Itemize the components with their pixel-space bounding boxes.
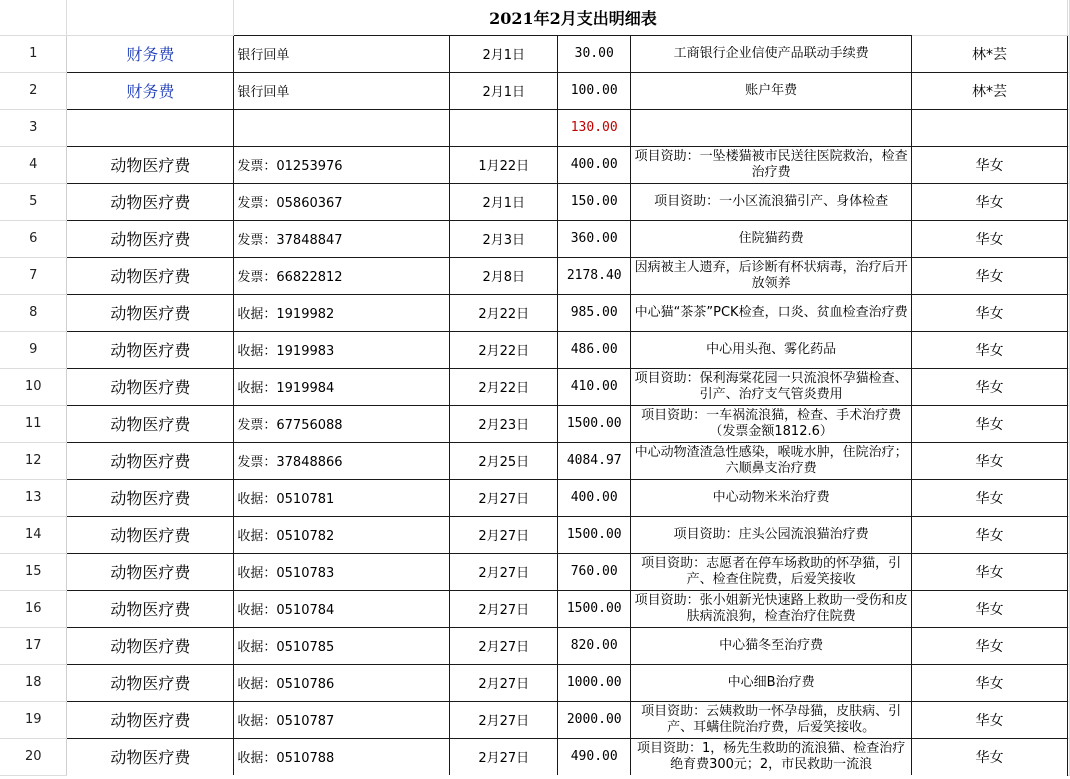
date-cell[interactable]: 2月22日 xyxy=(450,294,558,331)
table-row xyxy=(0,479,1070,516)
document-cell[interactable]: 收据：0510783 xyxy=(234,553,450,590)
amount-cell[interactable]: 360.00 xyxy=(558,220,631,257)
category-cell[interactable]: 动物医疗费 xyxy=(67,701,234,738)
date-cell[interactable]: 2月23日 xyxy=(450,405,558,442)
table-row xyxy=(0,405,1070,442)
date-cell[interactable]: 2月22日 xyxy=(450,331,558,368)
empty-cell[interactable] xyxy=(1067,109,1069,146)
description-text: 中心动物渣渣急性感染，喉咙水肿，住院治疗；六顺鼻支治疗费 xyxy=(634,444,908,476)
cell-h-title-row xyxy=(1067,0,1069,35)
description-cell[interactable] xyxy=(631,701,912,738)
description-text: 账户年费 xyxy=(745,82,798,98)
handler-cell[interactable]: 林*芸 xyxy=(912,72,1068,109)
description-cell[interactable] xyxy=(631,294,912,331)
row-number: 13 xyxy=(0,479,67,516)
row-number: 8 xyxy=(0,294,67,331)
description-text: 项目资助：1，杨先生救助的流浪猫、检查治疗绝育费300元；2，市民救助一流浪 xyxy=(636,740,906,772)
amount-cell[interactable]: 985.00 xyxy=(558,294,631,331)
empty-cell[interactable] xyxy=(1067,220,1069,257)
amount-cell[interactable]: 760.00 xyxy=(558,553,631,590)
table-row xyxy=(0,627,1070,664)
description-text: 项目资助：张小姐新光快速路上救助一受伤和皮肤病流浪狗，检查治疗住院费 xyxy=(634,592,908,624)
amount-cell[interactable]: 1500.00 xyxy=(558,590,631,627)
cell-a-title-row[interactable] xyxy=(0,0,67,35)
document-cell[interactable]: 收据：0510782 xyxy=(234,516,450,553)
category-cell[interactable]: 动物医疗费 xyxy=(67,627,234,664)
handler-cell[interactable]: 华女 xyxy=(912,664,1068,701)
handler-cell[interactable]: 华女 xyxy=(912,516,1068,553)
table-row xyxy=(0,701,1070,738)
handler-cell[interactable]: 华女 xyxy=(912,183,1068,220)
description-cell[interactable] xyxy=(631,738,912,775)
document-cell[interactable]: 发票：37848847 xyxy=(234,220,450,257)
empty-cell[interactable] xyxy=(1067,294,1069,331)
description-cell[interactable] xyxy=(631,109,912,146)
handler-cell[interactable]: 华女 xyxy=(912,294,1068,331)
empty-cell[interactable] xyxy=(1067,701,1069,738)
sheet-title[interactable]: 2021年2月支出明细表 xyxy=(234,0,912,35)
description-text: 中心动物米米治疗费 xyxy=(712,489,830,505)
description-cell[interactable] xyxy=(631,257,912,294)
handler-cell[interactable]: 华女 xyxy=(912,442,1068,479)
empty-cell[interactable] xyxy=(1067,553,1069,590)
empty-cell[interactable] xyxy=(1067,627,1069,664)
document-cell[interactable]: 收据：1919983 xyxy=(234,331,450,368)
date-cell[interactable]: 2月1日 xyxy=(450,72,558,109)
table-row xyxy=(0,368,1070,405)
table-row xyxy=(0,738,1070,775)
category-cell[interactable]: 动物医疗费 xyxy=(67,257,234,294)
row-number: 19 xyxy=(0,701,67,738)
category-cell[interactable]: 动物医疗费 xyxy=(67,553,234,590)
document-cell[interactable] xyxy=(234,109,450,146)
description-cell[interactable] xyxy=(631,72,912,109)
date-cell[interactable]: 2月27日 xyxy=(450,590,558,627)
table-row xyxy=(0,257,1070,294)
date-cell[interactable]: 2月27日 xyxy=(450,479,558,516)
description-cell[interactable] xyxy=(631,627,912,664)
amount-cell[interactable]: 4084.97 xyxy=(558,442,631,479)
handler-cell[interactable]: 华女 xyxy=(912,479,1068,516)
amount-cell[interactable]: 2000.00 xyxy=(558,701,631,738)
handler-cell[interactable] xyxy=(912,109,1068,146)
amount-cell[interactable]: 486.00 xyxy=(558,331,631,368)
date-cell[interactable]: 2月22日 xyxy=(450,368,558,405)
amount-cell[interactable]: 400.00 xyxy=(558,146,631,183)
table-row xyxy=(0,183,1070,220)
expense-table-body xyxy=(0,35,1070,775)
document-cell[interactable]: 收据：0510785 xyxy=(234,627,450,664)
empty-cell[interactable] xyxy=(1067,331,1069,368)
description-cell[interactable] xyxy=(631,183,912,220)
handler-cell[interactable]: 林*芸 xyxy=(912,35,1068,72)
date-cell[interactable]: 1月22日 xyxy=(450,146,558,183)
amount-cell[interactable]: 2178.40 xyxy=(558,257,631,294)
description-cell[interactable] xyxy=(631,368,912,405)
handler-cell[interactable]: 华女 xyxy=(912,627,1068,664)
row-number: 17 xyxy=(0,627,67,664)
description-cell[interactable] xyxy=(631,664,912,701)
table-row xyxy=(0,442,1070,479)
handler-cell[interactable]: 华女 xyxy=(912,590,1068,627)
date-cell[interactable]: 2月27日 xyxy=(450,738,558,775)
date-cell[interactable]: 2月27日 xyxy=(450,701,558,738)
row-number: 5 xyxy=(0,183,67,220)
table-row xyxy=(0,220,1070,257)
document-cell[interactable]: 收据：0510786 xyxy=(234,664,450,701)
document-cell[interactable]: 发票：67756088 xyxy=(234,405,450,442)
date-cell[interactable]: 2月27日 xyxy=(450,516,558,553)
amount-cell[interactable]: 150.00 xyxy=(558,183,631,220)
description-cell[interactable] xyxy=(631,35,912,72)
cell-g-title-row[interactable] xyxy=(912,0,1068,35)
amount-cell[interactable]: 410.00 xyxy=(558,368,631,405)
empty-cell[interactable] xyxy=(1067,72,1069,109)
document-cell[interactable]: 银行回单 xyxy=(234,72,450,109)
amount-cell[interactable]: 400.00 xyxy=(558,479,631,516)
category-cell[interactable]: 动物医疗费 xyxy=(67,294,234,331)
row-number: 11 xyxy=(0,405,67,442)
category-cell[interactable]: 动物医疗费 xyxy=(67,516,234,553)
document-cell[interactable]: 发票：01253976 xyxy=(234,146,450,183)
date-cell[interactable]: 2月1日 xyxy=(450,183,558,220)
description-cell[interactable] xyxy=(631,442,912,479)
description-text: 项目资助：一小区流浪猫引产、身体检查 xyxy=(654,193,889,209)
empty-cell[interactable] xyxy=(1067,442,1069,479)
handler-cell[interactable]: 华女 xyxy=(912,220,1068,257)
row-number: 16 xyxy=(0,590,67,627)
empty-cell[interactable] xyxy=(1067,479,1069,516)
category-cell[interactable]: 动物医疗费 xyxy=(67,738,234,775)
handler-cell[interactable]: 华女 xyxy=(912,146,1068,183)
date-cell[interactable]: 2月3日 xyxy=(450,220,558,257)
amount-cell[interactable]: 490.00 xyxy=(558,738,631,775)
row-number: 12 xyxy=(0,442,67,479)
category-cell[interactable]: 动物医疗费 xyxy=(67,331,234,368)
row-number: 3 xyxy=(0,109,67,146)
empty-cell[interactable] xyxy=(1067,183,1069,220)
document-cell[interactable]: 收据：0510787 xyxy=(234,701,450,738)
handler-cell[interactable]: 华女 xyxy=(912,257,1068,294)
cell-b-title-row[interactable] xyxy=(67,0,234,35)
date-cell[interactable]: 2月27日 xyxy=(450,627,558,664)
description-text: 工商银行企业信使产品联动手续费 xyxy=(673,45,869,61)
title-row xyxy=(0,0,1070,35)
description-text: 项目资助：志愿者在停车场救助的怀孕猫，引产、检查住院费，后爱笑接收 xyxy=(641,555,902,587)
amount-cell[interactable]: 1500.00 xyxy=(558,405,631,442)
category-cell[interactable]: 财务费 xyxy=(67,35,234,72)
description-text: 中心猫“茶茶”PCK检查，口炎、贫血检查治疗费 xyxy=(634,304,908,320)
table-row xyxy=(0,553,1070,590)
row-number: 2 xyxy=(0,72,67,109)
description-text: 项目资助：庄头公园流浪猫治疗费 xyxy=(673,526,869,542)
table-row xyxy=(0,72,1070,109)
table-row xyxy=(0,146,1070,183)
handler-cell[interactable]: 华女 xyxy=(912,701,1068,738)
description-cell[interactable] xyxy=(631,590,912,627)
description-cell[interactable] xyxy=(631,516,912,553)
document-cell[interactable]: 收据：1919982 xyxy=(234,294,450,331)
description-cell[interactable] xyxy=(631,146,912,183)
description-cell[interactable] xyxy=(631,220,912,257)
row-number: 1 xyxy=(0,35,67,72)
date-cell[interactable]: 2月8日 xyxy=(450,257,558,294)
category-cell[interactable]: 动物医疗费 xyxy=(67,368,234,405)
description-cell[interactable] xyxy=(631,479,912,516)
empty-cell[interactable] xyxy=(1067,257,1069,294)
description-text: 中心细B治疗费 xyxy=(727,674,815,690)
row-number: 15 xyxy=(0,553,67,590)
table-row xyxy=(0,294,1070,331)
date-cell[interactable] xyxy=(450,109,558,146)
category-cell[interactable]: 动物医疗费 xyxy=(67,405,234,442)
empty-cell[interactable] xyxy=(1067,664,1069,701)
document-cell[interactable]: 发票：37848866 xyxy=(234,442,450,479)
row-number: 9 xyxy=(0,331,67,368)
handler-cell[interactable]: 华女 xyxy=(912,331,1068,368)
category-cell[interactable] xyxy=(67,109,234,146)
category-cell[interactable]: 动物医疗费 xyxy=(67,220,234,257)
date-cell[interactable]: 2月27日 xyxy=(450,553,558,590)
category-cell[interactable]: 财务费 xyxy=(67,72,234,109)
document-cell[interactable]: 收据：0510784 xyxy=(234,590,450,627)
empty-cell[interactable] xyxy=(1067,368,1069,405)
empty-cell[interactable] xyxy=(1067,516,1069,553)
amount-cell[interactable]: 130.00 xyxy=(558,109,631,146)
table-row xyxy=(0,35,1070,72)
handler-cell[interactable]: 华女 xyxy=(912,553,1068,590)
table-row xyxy=(0,109,1070,146)
description-text: 项目资助：一车祸流浪猫，检查、手术治疗费（发票金额1812.6） xyxy=(641,407,902,439)
empty-cell[interactable] xyxy=(1067,590,1069,627)
description-cell[interactable] xyxy=(631,553,912,590)
table-row xyxy=(0,664,1070,701)
description-text: 项目资助：保利海棠花园一只流浪怀孕猫检查、引产、治疗支气管炎费用 xyxy=(634,370,908,402)
description-text: 中心猫冬至治疗费 xyxy=(719,637,824,653)
empty-cell[interactable] xyxy=(1067,146,1069,183)
row-number: 20 xyxy=(0,738,67,775)
row-number: 4 xyxy=(0,146,67,183)
description-text: 住院猫药费 xyxy=(738,230,804,246)
description-text: 项目资助：一坠楼猫被市民送往医院救治，检查治疗费 xyxy=(634,148,908,180)
amount-cell[interactable]: 820.00 xyxy=(558,627,631,664)
table-row xyxy=(0,516,1070,553)
document-cell[interactable]: 发票：66822812 xyxy=(234,257,450,294)
date-cell[interactable]: 2月27日 xyxy=(450,664,558,701)
date-cell[interactable]: 2月25日 xyxy=(450,442,558,479)
document-cell[interactable]: 发票：05860367 xyxy=(234,183,450,220)
category-cell[interactable]: 动物医疗费 xyxy=(67,442,234,479)
category-cell[interactable]: 动物医疗费 xyxy=(67,479,234,516)
table-row xyxy=(0,590,1070,627)
row-number: 6 xyxy=(0,220,67,257)
document-cell[interactable]: 收据：0510788 xyxy=(234,738,450,775)
amount-cell[interactable]: 100.00 xyxy=(558,72,631,109)
description-text: 项目资助：云姨救助一怀孕母猫，皮肤病、引产、耳螨住院治疗费，后爱笑接收。 xyxy=(641,703,902,735)
table-row xyxy=(0,331,1070,368)
handler-cell[interactable]: 华女 xyxy=(912,368,1068,405)
row-number: 7 xyxy=(0,257,67,294)
description-text: 因病被主人遗弃，后诊断有杯状病毒，治疗后开放领养 xyxy=(634,259,908,291)
document-cell[interactable]: 收据：1919984 xyxy=(234,368,450,405)
row-number: 14 xyxy=(0,516,67,553)
document-cell[interactable]: 收据：0510781 xyxy=(234,479,450,516)
description-cell[interactable] xyxy=(631,405,912,442)
row-number: 18 xyxy=(0,664,67,701)
amount-cell[interactable]: 1000.00 xyxy=(558,664,631,701)
amount-cell[interactable]: 1500.00 xyxy=(558,516,631,553)
empty-cell[interactable] xyxy=(1067,738,1069,775)
category-cell[interactable]: 动物医疗费 xyxy=(67,183,234,220)
empty-cell[interactable] xyxy=(1067,405,1069,442)
category-cell[interactable]: 动物医疗费 xyxy=(67,664,234,701)
category-cell[interactable]: 动物医疗费 xyxy=(67,590,234,627)
description-cell[interactable] xyxy=(631,331,912,368)
amount-cell[interactable]: 30.00 xyxy=(558,35,631,72)
date-cell[interactable]: 2月1日 xyxy=(450,35,558,72)
document-cell[interactable]: 银行回单 xyxy=(234,35,450,72)
empty-cell[interactable] xyxy=(1067,35,1069,72)
handler-cell[interactable]: 华女 xyxy=(912,738,1068,775)
description-text: 中心用头孢、雾化药品 xyxy=(706,341,837,357)
row-number: 10 xyxy=(0,368,67,405)
category-cell[interactable]: 动物医疗费 xyxy=(67,146,234,183)
handler-cell[interactable]: 华女 xyxy=(912,405,1068,442)
